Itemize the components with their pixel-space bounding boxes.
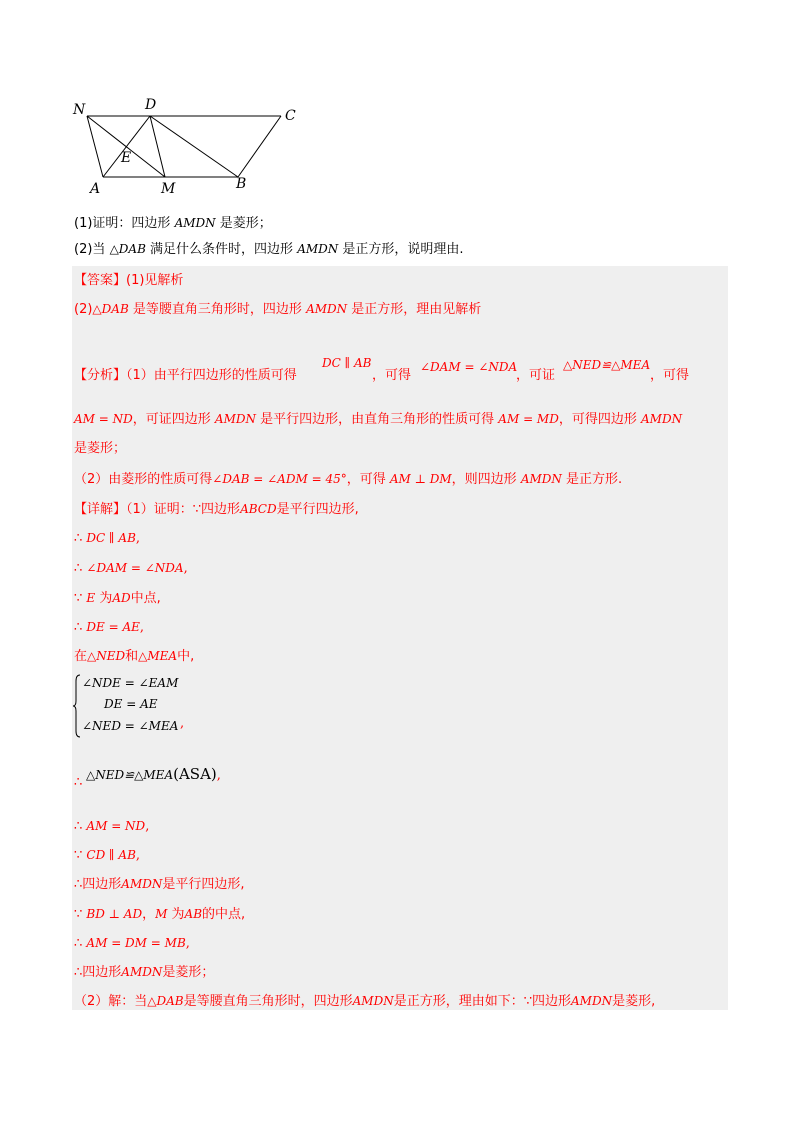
- detail-l4-b: 中点,: [130, 591, 161, 606]
- detail-l3-end: ,: [183, 561, 188, 576]
- detail-l10-math: AMDN: [121, 877, 163, 891]
- detail-l8-end: ,: [145, 819, 150, 834]
- analysis-line-2: [74, 410, 682, 429]
- detail-line-3: [74, 559, 188, 578]
- detail-l13-a: ∴四边形: [74, 965, 122, 980]
- question-1-tail: 是菱形；: [219, 216, 272, 231]
- detail-l14-a: （2）解：当: [74, 994, 148, 1009]
- detail-l12-sym: ∴: [74, 936, 83, 951]
- point-label-E: E: [121, 150, 132, 166]
- detail-l7-asa: (ASA): [173, 765, 217, 783]
- detail-l11-b: 为: [171, 907, 185, 922]
- analysis-l4-math-1: ∠DAB = ∠ADM = 45°: [212, 472, 347, 486]
- question-1-text: (1)证明：四边形: [74, 216, 171, 231]
- detail-line-8: [74, 817, 149, 836]
- question-2: [74, 240, 464, 259]
- detail-l11-a: ，: [142, 907, 156, 922]
- segment-NM: [87, 116, 165, 177]
- point-label-M: M: [161, 181, 176, 197]
- question-1: [74, 214, 272, 233]
- analysis-line-4: [74, 470, 622, 489]
- analysis-l2-math-3: AM = MD: [498, 412, 559, 426]
- detail-l7-math: △NED≌△MEA: [86, 768, 174, 782]
- detail-l4-math-1: E: [86, 591, 96, 605]
- answer-part-2-math-2: AMDN: [306, 302, 348, 316]
- analysis-l2-math-2: AMDN: [214, 412, 256, 426]
- detail-l10-a: ∴四边形: [74, 877, 122, 892]
- detail-line-12: [74, 934, 190, 953]
- system-row-3: ∠NED = ∠MEA: [82, 719, 179, 733]
- point-label-N: N: [73, 102, 86, 118]
- system-row-1: ∠NDE = ∠EAM: [82, 676, 179, 690]
- detail-l11-sym: ∵: [74, 907, 83, 922]
- detail-line-6: [74, 647, 194, 666]
- question-2-math-2: AMDN: [297, 242, 339, 256]
- analysis-l2-math-4: AMDN: [641, 412, 683, 426]
- point-label-C: C: [285, 108, 296, 124]
- question-2-mid: 满足什么条件时，四边形: [150, 242, 294, 257]
- detail-l10-b: 是平行四边形,: [162, 877, 245, 892]
- detail-l4-math-2: AD: [112, 591, 131, 605]
- detail-l11-math-2: M: [155, 907, 168, 921]
- detail-line-7-math: [86, 765, 221, 785]
- detail-l1-a: （1）证明：∵四边形: [126, 502, 241, 517]
- answer-part-2-prefix: (2): [74, 302, 93, 317]
- detail-line-11: [74, 905, 245, 924]
- analysis-tag: 【分析】: [74, 368, 127, 383]
- detail-l1-math: ABCD: [240, 502, 277, 516]
- detail-l6-b: 和: [125, 649, 139, 664]
- answer-line-1: [74, 272, 183, 290]
- point-label-D: D: [145, 97, 157, 113]
- detail-l6-math-2: △MEA: [138, 649, 178, 663]
- analysis-l4-math-3: AMDN: [520, 472, 562, 486]
- detail-l2-end: ,: [135, 531, 141, 546]
- point-label-A: A: [90, 181, 101, 197]
- answer-part-2-mid: 是等腰直角三角形时，四边形: [132, 302, 302, 317]
- detail-l5-sym: ∴: [74, 620, 83, 635]
- answer-part-2-math-1: △DAB: [92, 302, 129, 316]
- analysis-l2-a: ，可证四边形: [132, 412, 211, 427]
- segment-NA: [87, 116, 103, 177]
- detail-l14-b: 是等腰直角三角形时，四边形: [183, 994, 353, 1009]
- analysis-l4-d: 是正方形.: [566, 472, 623, 487]
- detail-l11-c: 的中点,: [202, 907, 246, 922]
- analysis-l2-math-1: AM = ND: [74, 412, 133, 426]
- analysis-l1-math-1: DC ∥ AB: [322, 356, 372, 370]
- detail-l11-math-3: AB: [184, 907, 203, 921]
- detail-l3-sym: ∴: [74, 561, 83, 576]
- geometry-figure: [70, 95, 310, 200]
- analysis-l2-c: ，可得四边形: [558, 412, 637, 427]
- analysis-line-3: 是菱形；: [74, 441, 127, 456]
- point-label-B: B: [236, 176, 247, 192]
- detail-line-9: [74, 846, 140, 865]
- answer-line-2: [74, 300, 481, 319]
- question-2-math-1: △DAB: [109, 242, 146, 256]
- analysis-l4-c: ，则四边形: [451, 472, 517, 487]
- system-brace: [72, 673, 82, 739]
- detail-l9-math: CD ∥ AB: [86, 848, 136, 862]
- system-row-2: DE = AE: [104, 697, 158, 711]
- analysis-l1-c: ，可证: [516, 368, 556, 383]
- detail-l12-math: AM = DM = MB: [86, 936, 186, 950]
- detail-l14-math-3: AMDN: [571, 994, 613, 1008]
- detail-l14-math-1: △DAB: [147, 994, 184, 1008]
- analysis-l4-math-2: AM ⊥ DM: [389, 472, 452, 486]
- detail-l4-sym: ∵: [74, 591, 83, 606]
- answer-part-1: (1)见解析: [126, 273, 184, 288]
- answer-tag: 【答案】: [74, 273, 127, 288]
- detail-line-14: [74, 992, 655, 1011]
- analysis-l4-b: ，可得: [346, 472, 386, 487]
- detail-l12-end: ,: [185, 936, 190, 951]
- detail-line-10: [74, 875, 245, 894]
- detail-l14-c: 是正方形，理由如下：∵四边形: [393, 994, 571, 1009]
- analysis-l4-a: （2）由菱形的性质可得: [74, 472, 213, 487]
- analysis-l1-math-2: ∠DAM = ∠NDA: [420, 360, 518, 374]
- analysis-l1-math-3: △NED≌△MEA: [563, 358, 651, 372]
- detail-l3-math: ∠DAM = ∠NDA: [86, 561, 184, 575]
- detail-l14-d: 是菱形,: [612, 994, 656, 1009]
- detail-l7-end: ,: [216, 768, 221, 783]
- detail-line-7: [74, 774, 82, 792]
- detail-l6-c: 中,: [177, 649, 195, 664]
- analysis-line-1: [74, 367, 297, 385]
- detail-line-4: [74, 589, 161, 608]
- detail-l5-math: DE = AE: [86, 620, 140, 634]
- detail-l1-b: 是平行四边形,: [276, 502, 359, 517]
- detail-line-13: [74, 963, 214, 982]
- detail-l2-sym: ∴: [74, 531, 83, 546]
- analysis-l1-d: ，可得: [650, 368, 690, 383]
- detail-line-2: [74, 529, 140, 548]
- system-end: ,: [180, 716, 185, 731]
- analysis-l1-a: （1）由平行四边形的性质可得: [126, 368, 297, 383]
- detail-l13-b: 是菱形；: [162, 965, 215, 980]
- detail-line-5: [74, 618, 144, 637]
- detail-l14-math-2: AMDN: [352, 994, 394, 1008]
- detail-l13-math: AMDN: [121, 965, 163, 979]
- question-2-text: (2)当: [74, 242, 106, 257]
- detail-l4-a: 为: [99, 591, 113, 606]
- answer-part-2-tail: 是正方形，理由见解析: [351, 302, 482, 317]
- detail-l6-a: 在: [74, 649, 88, 664]
- question-2-tail: 是正方形，说明理由.: [342, 242, 464, 257]
- detail-l8-math: AM = ND: [86, 819, 146, 833]
- detail-l5-end: ,: [139, 620, 145, 635]
- detail-tag: 【详解】: [74, 502, 127, 517]
- question-1-math: AMDN: [174, 216, 216, 230]
- detail-l9-end: ,: [135, 848, 141, 863]
- detail-l6-math-1: △NED: [87, 649, 126, 663]
- detail-line-1: [74, 500, 359, 519]
- detail-l2-math: DC ∥ AB: [86, 531, 136, 545]
- detail-l9-sym: ∵: [74, 848, 83, 863]
- detail-l11-math-1: BD ⊥ AD: [86, 907, 143, 921]
- detail-l7-sym: ∴: [74, 775, 83, 790]
- analysis-l1-b: ，可得: [372, 368, 412, 383]
- analysis-l2-b: 是平行四边形，由直角三角形的性质可得: [260, 412, 495, 427]
- detail-l8-sym: ∴: [74, 819, 83, 834]
- segment-CB: [238, 116, 281, 177]
